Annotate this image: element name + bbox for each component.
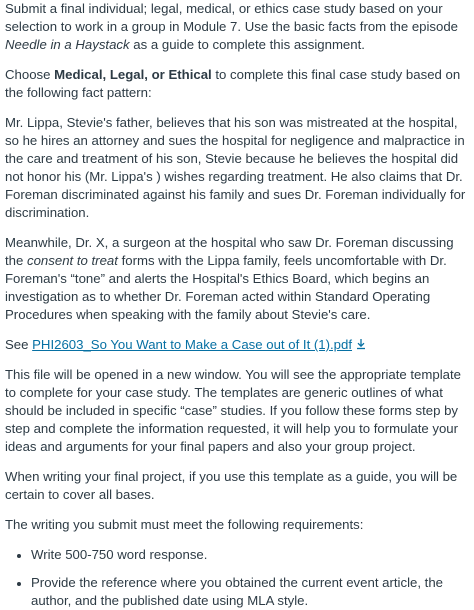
file-info-paragraph: This file will be opened in a new window. You will see the appropriate template to complete for your case study. The templates are generic outlines of what should be included in specific “case” studies. If you follow these forms step by step and complete the information requested, it will help you to formulate your ideas and arguments for your final papers and also your group project. (5, 367, 461, 454)
meanwhile-text-before: Meanwhile, Dr. X, a surgeon at the hospital who saw Dr. Foreman discussing the (5, 235, 454, 268)
final-project-paragraph: When writing your final project, if you use this template as a guide, you will be certain to cover all bases. (5, 469, 458, 502)
consent-to-treat-emphasis: consent to treat (27, 253, 118, 268)
choose-text-before: Choose (5, 67, 55, 82)
meanwhile-text-after: forms with the Lippa family, feels uncomfortable with Dr. Foreman's “tone” and alerts the Hospital's Ethics Board, which begins an investigation as to whether Dr. Foreman acted within Standard Operating Procedures when speaking with the family about Stevie's care. (5, 253, 447, 322)
case-type-options: Medical, Legal, or Ethical (54, 67, 212, 82)
intro-text-after: as a guide to complete this assignment. (129, 37, 365, 52)
episode-title: Needle in a Haystack (5, 37, 130, 52)
see-prefix: See (5, 337, 33, 352)
intro-text-before: Submit a final individual; legal, medical, or ethics case study based on your selection to work in a group in Module 7. Use the basic facts from the episode (5, 1, 459, 34)
meanwhile-paragraph (5, 234, 467, 324)
requirements-intro: The writing you submit must meet the following requirements: (5, 517, 364, 532)
download-icon[interactable] (355, 337, 367, 349)
choose-text-after: to complete this final case study based on the following fact pattern: (5, 67, 461, 100)
choose-paragraph (5, 66, 467, 102)
see-file-paragraph (5, 336, 467, 354)
list-item: • Write 500-750 word response. (31, 546, 467, 564)
requirements-list (5, 546, 467, 610)
intro-paragraph (5, 0, 467, 54)
fact-pattern-paragraph: Mr. Lippa, Stevie's father, believes that his son was mistreated at the hospital, so he hires an attorney and sues the hospital for negligence and malpractice in the care and treatment of his son, Stevie because he believes the hospital did not honor his (Mr. Lippa's ) wishes regarding treatment. He also claims that Dr. Foreman discriminated against his family and sues Dr. Foreman individually for discrimination. (5, 115, 466, 220)
template-file-link[interactable]: PHI2603_So You Want to Make a Case out of It (1).pdf (32, 337, 353, 352)
list-item: • Provide the reference where you obtained the current event article, the author, and the published date using MLA style. (31, 574, 467, 610)
